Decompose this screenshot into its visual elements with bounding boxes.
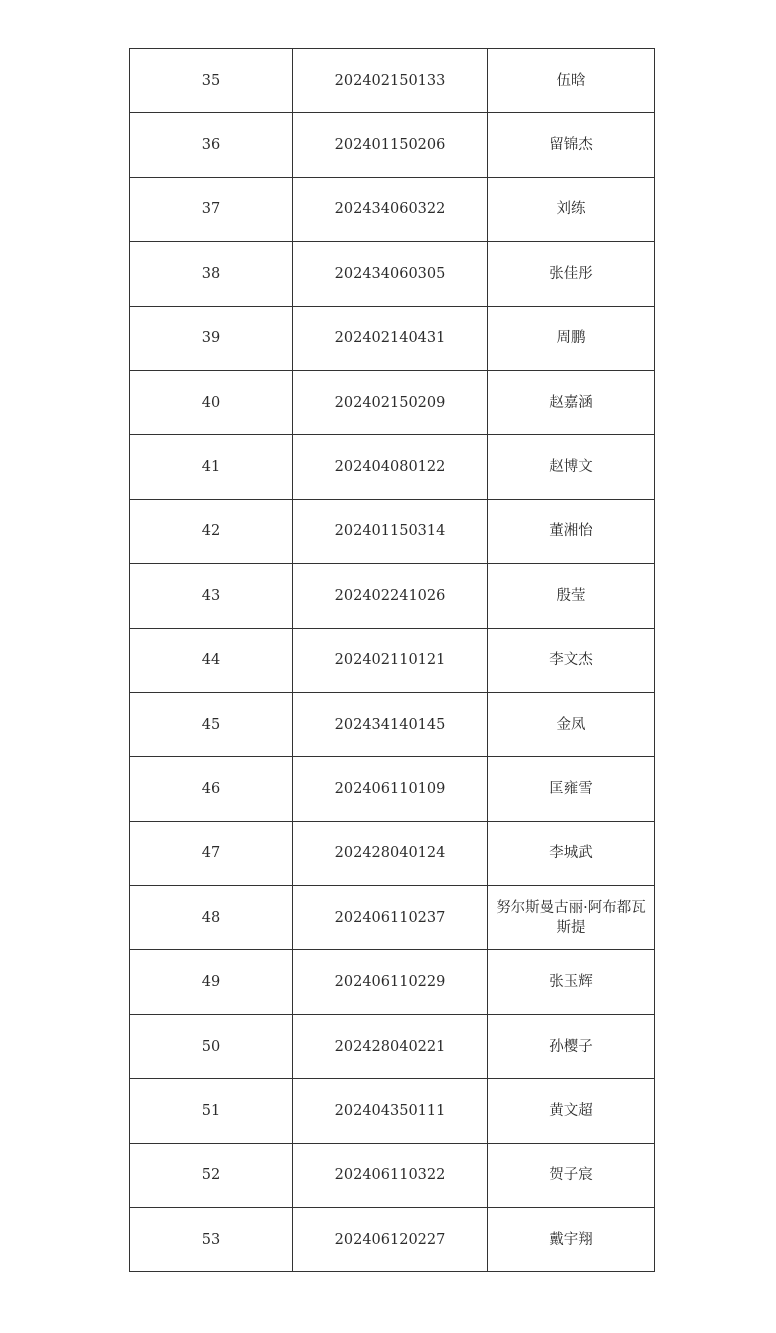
row-index-cell: 51	[130, 1079, 293, 1143]
student-id-cell: 202402150133	[293, 49, 488, 113]
table-row	[130, 113, 655, 177]
table-row	[130, 886, 655, 950]
row-index-cell: 52	[130, 1143, 293, 1207]
table-row	[130, 242, 655, 306]
student-name-cell: 戴宇翔	[488, 1208, 655, 1272]
student-id-cell: 202406110229	[293, 950, 488, 1014]
row-index-cell: 44	[130, 628, 293, 692]
table-row	[130, 1079, 655, 1143]
student-id-cell: 202402140431	[293, 306, 488, 370]
student-id-cell: 202434140145	[293, 692, 488, 756]
roster-table	[129, 48, 655, 1272]
student-id-cell: 202401150314	[293, 499, 488, 563]
table-row	[130, 1014, 655, 1078]
student-id-cell: 202406110237	[293, 886, 488, 950]
student-name-cell: 留锦杰	[488, 113, 655, 177]
table-row	[130, 49, 655, 113]
student-name-cell: 努尔斯曼古丽·阿布都瓦斯提	[488, 886, 655, 950]
table-row	[130, 1208, 655, 1272]
table-row	[130, 499, 655, 563]
row-index-cell: 41	[130, 435, 293, 499]
student-name-cell: 赵博文	[488, 435, 655, 499]
student-name-cell: 张玉辉	[488, 950, 655, 1014]
student-id-cell: 202434060322	[293, 177, 488, 241]
student-name-cell: 匡雍雪	[488, 757, 655, 821]
student-id-cell: 202406110322	[293, 1143, 488, 1207]
student-id-cell: 202406110109	[293, 757, 488, 821]
student-name-cell: 赵嘉涵	[488, 370, 655, 434]
row-index-cell: 42	[130, 499, 293, 563]
row-index-cell: 48	[130, 886, 293, 950]
student-id-cell: 202404080122	[293, 435, 488, 499]
table-row	[130, 564, 655, 628]
table-row	[130, 177, 655, 241]
student-name-cell: 伍晗	[488, 49, 655, 113]
table-row	[130, 757, 655, 821]
row-index-cell: 37	[130, 177, 293, 241]
student-id-cell: 202434060305	[293, 242, 488, 306]
student-name-cell: 张佳彤	[488, 242, 655, 306]
student-name-cell: 李城武	[488, 821, 655, 885]
row-index-cell: 40	[130, 370, 293, 434]
table-row	[130, 821, 655, 885]
row-index-cell: 38	[130, 242, 293, 306]
student-id-cell: 202406120227	[293, 1208, 488, 1272]
table-row	[130, 628, 655, 692]
student-name-cell: 李文杰	[488, 628, 655, 692]
row-index-cell: 43	[130, 564, 293, 628]
table-row	[130, 692, 655, 756]
student-name-cell: 刘练	[488, 177, 655, 241]
table-row	[130, 435, 655, 499]
student-name-cell: 董湘怡	[488, 499, 655, 563]
student-id-cell: 202428040124	[293, 821, 488, 885]
row-index-cell: 36	[130, 113, 293, 177]
student-id-cell: 202402150209	[293, 370, 488, 434]
row-index-cell: 53	[130, 1208, 293, 1272]
roster-sheet	[129, 48, 645, 1272]
student-name-cell: 黄文超	[488, 1079, 655, 1143]
row-index-cell: 49	[130, 950, 293, 1014]
table-row	[130, 1143, 655, 1207]
student-id-cell: 202402110121	[293, 628, 488, 692]
student-name-cell: 孙樱子	[488, 1014, 655, 1078]
row-index-cell: 45	[130, 692, 293, 756]
row-index-cell: 50	[130, 1014, 293, 1078]
row-index-cell: 47	[130, 821, 293, 885]
student-id-cell: 202428040221	[293, 1014, 488, 1078]
table-row	[130, 950, 655, 1014]
row-index-cell: 46	[130, 757, 293, 821]
student-id-cell: 202404350111	[293, 1079, 488, 1143]
student-id-cell: 202401150206	[293, 113, 488, 177]
student-name-cell: 贺子宸	[488, 1143, 655, 1207]
student-name-cell: 殷莹	[488, 564, 655, 628]
table-row	[130, 370, 655, 434]
row-index-cell: 39	[130, 306, 293, 370]
student-name-cell: 周鹏	[488, 306, 655, 370]
roster-table-body	[130, 49, 655, 1272]
student-id-cell: 202402241026	[293, 564, 488, 628]
row-index-cell: 35	[130, 49, 293, 113]
student-name-cell: 金凤	[488, 692, 655, 756]
table-row	[130, 306, 655, 370]
